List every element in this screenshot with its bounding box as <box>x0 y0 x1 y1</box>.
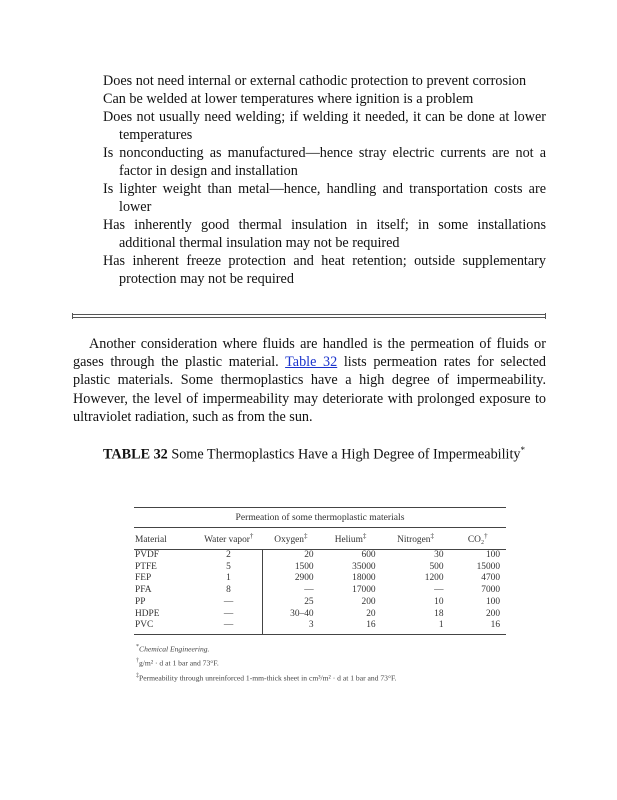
col-header-oxygen: Oxygen‡ <box>262 528 319 550</box>
caption-text: Some Thermoplastics Have a High Degree of Impermeability <box>167 446 521 463</box>
cell-nitrogen: 1200 <box>424 573 444 584</box>
permeation-table <box>134 507 506 685</box>
cell-helium: 20 <box>366 608 376 619</box>
cell-material: HDPE <box>135 608 160 619</box>
list-item: Is lighter weight than metal—hence, handling and transportation costs are lower <box>103 181 546 215</box>
cell-co2: 4700 <box>481 573 500 584</box>
cell-nitrogen: 10 <box>434 596 444 607</box>
list-item: Does not need internal or external cathodic protection to prevent corrosion <box>103 73 527 89</box>
paragraph-text-end: lists permeation rates for selected plastic materials. Some thermoplastics have a high degree of impermeability. However, the level of impermeability may deteriorate with prolonged exposure to ultraviolet radiation, such as from the sun. <box>73 354 547 425</box>
list-item: Can be welded at lower temperatures where ignition is a problem <box>103 91 474 107</box>
cell-co2: 16 <box>490 620 500 631</box>
cell-material: PFA <box>135 585 152 596</box>
cell-material: PVDF <box>135 550 159 560</box>
table-footnotes <box>134 641 506 685</box>
cell-oxygen: — <box>304 585 314 596</box>
table-row <box>134 620 506 634</box>
table-row <box>134 550 506 562</box>
cell-water-vapor: 2 <box>195 550 262 562</box>
cell-nitrogen: 30 <box>434 550 444 560</box>
cell-helium: 16 <box>366 620 376 631</box>
table-header-row <box>134 528 506 550</box>
list-item: Does not usually need welding; if welding it needed, it can be done at lower temperatures <box>103 109 546 143</box>
cell-water-vapor: 5 <box>195 562 262 574</box>
cell-co2: 100 <box>485 596 500 607</box>
col-header-material: Material <box>134 528 195 550</box>
cell-nitrogen: 18 <box>434 608 444 619</box>
col-header-water-vapor: Water vapor† <box>195 528 262 550</box>
cell-water-vapor: — <box>195 620 262 634</box>
data-table <box>134 528 506 637</box>
table-bottom-rule <box>134 634 506 637</box>
table-row <box>134 609 506 621</box>
table-row <box>134 562 506 574</box>
cell-oxygen: 25 <box>304 596 314 607</box>
cell-water-vapor: — <box>195 609 262 621</box>
cell-oxygen: 20 <box>304 550 314 560</box>
cell-co2: 200 <box>485 608 500 619</box>
cell-nitrogen: 1 <box>438 620 444 631</box>
cell-nitrogen: — <box>434 585 444 596</box>
cell-oxygen: 2900 <box>294 573 314 584</box>
body-paragraph <box>73 335 546 426</box>
table-title: Permeation of some thermoplastic materials <box>134 507 506 528</box>
col-header-co2: CO₂† <box>450 528 507 550</box>
col-header-nitrogen: Nitrogen‡ <box>382 528 450 550</box>
benefit-list <box>103 72 546 288</box>
table-label: TABLE 32 <box>103 446 168 463</box>
table-row <box>134 585 506 597</box>
cell-co2: 100 <box>485 550 500 560</box>
footnote: ‡Permeability through unreinforced 1-mm-thick sheet in cm³/m² · d at 1 bar and 73°F. <box>136 672 397 683</box>
cell-helium: 17000 <box>352 585 376 596</box>
table-row <box>134 573 506 585</box>
paragraph-text-start: Another consideration where fluids are handled is the permeation of fluids or gases through the plastic material. <box>73 336 546 371</box>
cell-helium: 600 <box>361 550 376 560</box>
cell-water-vapor: 1 <box>195 573 262 585</box>
cell-oxygen: 1500 <box>294 561 314 572</box>
table-32-link[interactable]: Table 32 <box>285 354 338 371</box>
cell-helium: 200 <box>361 596 376 607</box>
cell-helium: 18000 <box>352 573 376 584</box>
list-item: Has inherent freeze protection and heat retention; outside supplementary protection may not be required <box>103 253 546 287</box>
table-row <box>134 597 506 609</box>
list-item: Has inherently good thermal insulation in itself; in some installations additional thermal insulation may not be required <box>103 217 546 251</box>
list-item: Is nonconducting as manufactured—hence stray electric currents are not a factor in design and installation <box>103 145 546 179</box>
cell-material: FEP <box>135 573 152 584</box>
cell-helium: 35000 <box>352 561 376 572</box>
footnote: †g/m² · d at 1 bar and 73°F. <box>136 658 219 668</box>
cell-material: PP <box>135 596 146 607</box>
cell-oxygen: 30–40 <box>290 608 314 619</box>
cell-material: PVC <box>135 620 154 631</box>
col-header-helium: Helium‡ <box>320 528 382 550</box>
cell-nitrogen: 500 <box>429 561 444 572</box>
cell-co2: 15000 <box>476 561 500 572</box>
cell-water-vapor: 8 <box>195 585 262 597</box>
table-caption <box>103 441 568 464</box>
cell-co2: 7000 <box>481 585 500 596</box>
cell-water-vapor: — <box>195 597 262 609</box>
section-divider <box>72 314 546 318</box>
cell-oxygen: 3 <box>308 620 314 631</box>
cell-material: PTFE <box>135 561 157 572</box>
caption-footnote-mark: * <box>520 445 526 455</box>
footnote: *Chemical Engineering. <box>136 643 210 654</box>
